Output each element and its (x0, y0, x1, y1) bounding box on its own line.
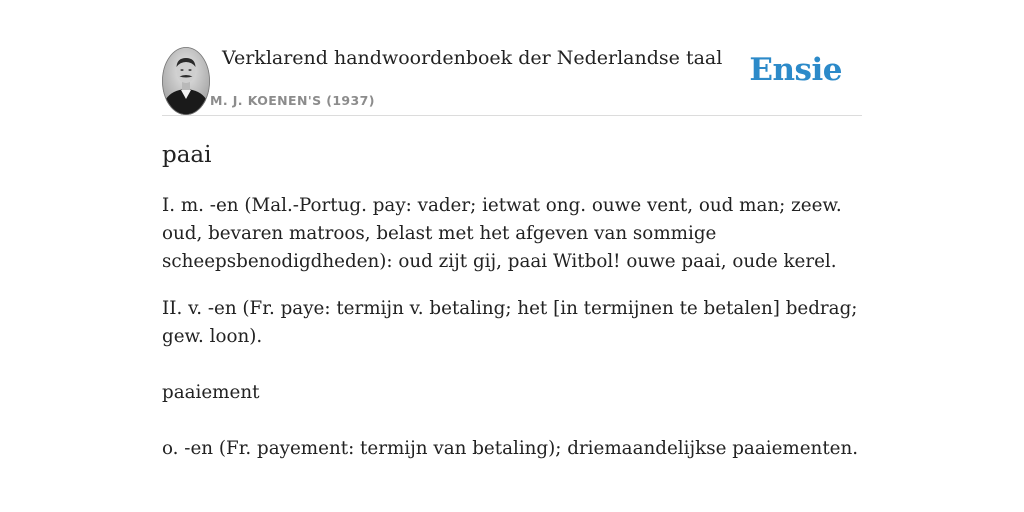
headword-paaiement: paaiement (162, 382, 260, 403)
headword-paai: paai (162, 142, 212, 168)
book-title: Verklarend handwoordenboek der Nederlandse taal (222, 47, 723, 69)
sense-paaiement-1: o. -en (Fr. payement: termijn van betaling); driemaandelijkse paaiementen. (162, 438, 859, 459)
author-label: M. J. KOENEN'S (1937) (210, 93, 375, 108)
ensie-logo-link[interactable]: Ensie (749, 52, 842, 88)
page-header (162, 46, 862, 116)
sense-paai-2: II. v. -en (Fr. paye: termijn v. betaling; het [in termijnen te betalen] bedrag; gew. loon). (162, 298, 858, 347)
author-portrait-icon (162, 47, 210, 115)
dictionary-content (162, 136, 862, 463)
sense-paai-1: I. m. -en (Mal.-Portug. pay: vader; ietwat ong. ouwe vent, oud man; zeew. oud, bevaren matroos, belast met het afgeven van sommige scheepsbenodigdheden): oud zijt gij, paai Witbol! ouwe paai, oude kerel. (162, 195, 842, 272)
